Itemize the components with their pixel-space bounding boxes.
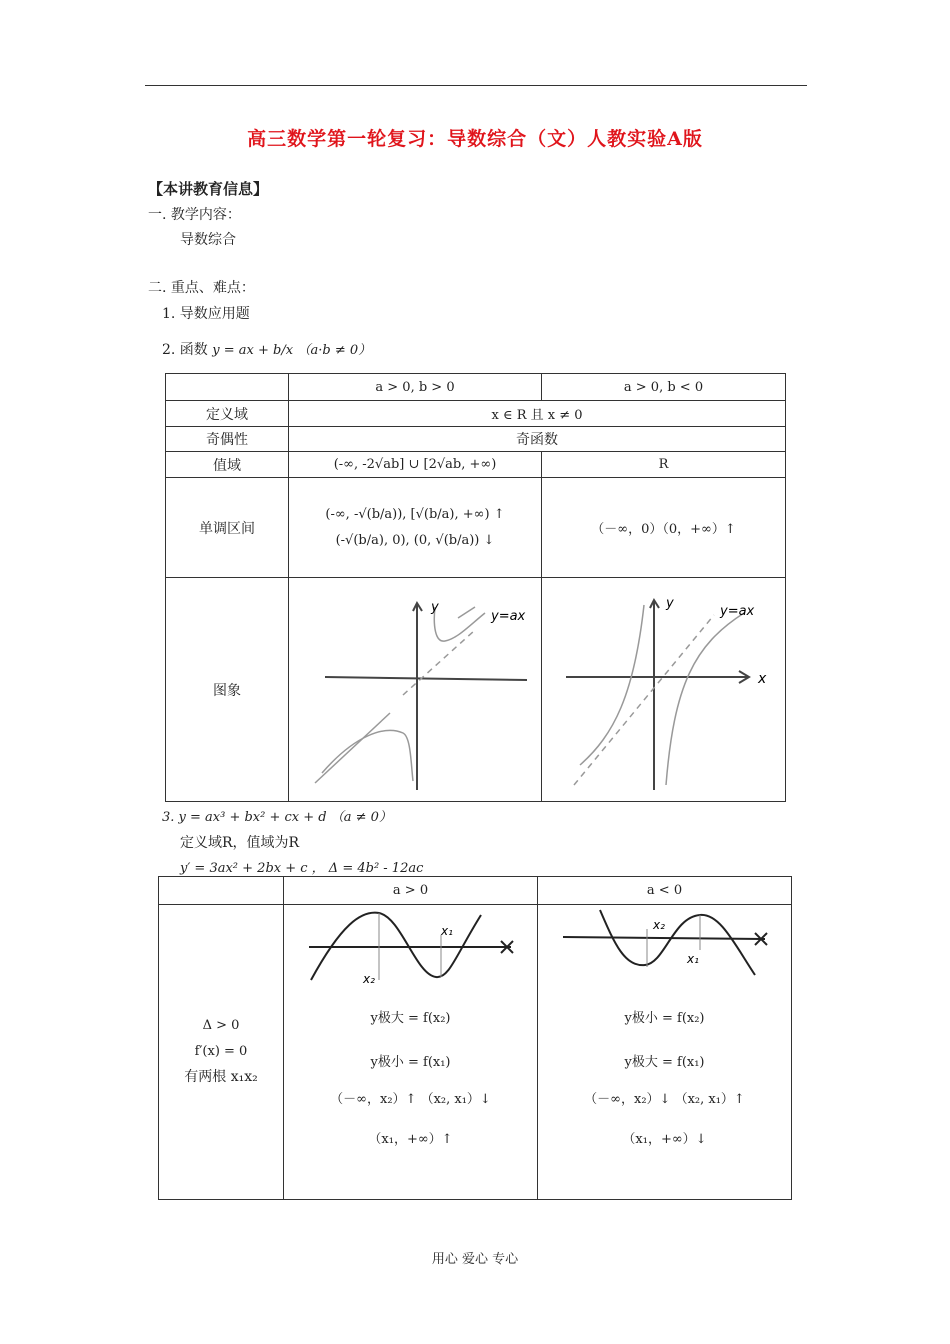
t1-domain: x ∈ R 且 x ≠ 0: [289, 401, 786, 427]
col2-line: y极小 = f(x₂): [624, 1011, 705, 1026]
t2-col1-lines: [284, 1011, 537, 1147]
footer: 用心 爱心 专心: [431, 1252, 519, 1267]
cubic1-x2-label: x₂: [362, 972, 375, 985]
graph-positive-b: [295, 585, 535, 795]
col2-line: （x₁，+∞）↓: [622, 1131, 707, 1147]
t2-col1: [284, 905, 538, 1200]
part1-content: 导数综合: [180, 232, 236, 248]
t1-range-col2: R: [542, 452, 786, 478]
t2-col2: [538, 905, 792, 1200]
t2-header-blank: [159, 877, 284, 905]
item3-line3: y′ = 3ax² + 2bx + c ， Δ = 4b² - 12ac: [180, 861, 424, 876]
graph1-asymptote-label: y=ax: [491, 608, 526, 624]
cubic-table: [158, 876, 792, 1200]
col1-line: （－∞，x₂）↑ （x₂, x₁）↓: [330, 1092, 491, 1108]
graph-negative-b: [544, 585, 784, 795]
col1-line: y极小 = f(x₁): [370, 1054, 451, 1070]
t1-parity: 奇函数: [289, 427, 786, 452]
t1-graph-col2: [542, 578, 786, 802]
cubic1-x1-label: x₁: [440, 924, 453, 938]
t1-header-col1: a > 0, b > 0: [289, 374, 542, 401]
t1-header-blank: [166, 374, 289, 401]
header-rule: [145, 85, 807, 86]
item3-line2: 定义域R，值域为R: [180, 835, 300, 851]
t1-monotonic-col1: [289, 478, 542, 578]
function-table: [165, 373, 786, 802]
graph2-x-axis-label: x: [757, 670, 766, 687]
page-title: 高三数学第一轮复习：导数综合（文）人教实验A版: [247, 128, 703, 150]
item2: [162, 339, 371, 359]
cubic2-x2-label: x₂: [652, 918, 665, 932]
t1-row-label: 值域: [166, 452, 289, 478]
col2-line: （－∞，x₂）↓ （x₂, x₁）↑: [584, 1092, 745, 1108]
t2-conditions: [159, 905, 284, 1200]
t1-row-label: 奇偶性: [166, 427, 289, 452]
derivative-condition: f′(x) = 0: [194, 1043, 248, 1059]
t1-range-col1: (-∞, -2√ab] ∪ [2√ab, +∞): [289, 452, 542, 478]
t2-header-col2: a < 0: [538, 877, 792, 905]
part1-label: 一. 教学内容：: [148, 207, 241, 223]
graph1-y-axis-label: y: [431, 599, 439, 615]
item2-formula: y = ax + b/x: [212, 343, 294, 358]
cubic2-x1-label: x₁: [686, 952, 699, 966]
t1-graph-col1: [289, 578, 542, 802]
t1-row-label: 图象: [166, 578, 289, 802]
item3-formula: 3. y = ax³ + bx² + cx + d （a ≠ 0）: [162, 810, 392, 825]
t1-monotonic-col2: （－∞，0）（0，+∞）↑: [542, 478, 786, 578]
two-roots-condition: 有两根 x₁x₂: [184, 1069, 258, 1086]
t2-col2-lines: [538, 1011, 791, 1147]
item2-prefix: 2. 函数: [162, 342, 208, 358]
cubic-graph-a-positive: [301, 905, 521, 985]
item2-condition: （a·b ≠ 0）: [297, 343, 372, 358]
part2-label: 二. 重点、难点：: [148, 280, 255, 296]
col1-line: y极大 = f(x₂): [370, 1011, 451, 1026]
monotonic-increasing: (-∞, -√(b/a)), [√(b/a), +∞) ↑: [325, 506, 505, 522]
col1-line: （x₁，+∞）↑: [368, 1131, 453, 1147]
t1-row-label: 定义域: [166, 401, 289, 427]
graph2-asymptote-label: y=ax: [719, 603, 754, 619]
section-header: 【本讲教育信息】: [148, 180, 269, 198]
t1-row-label: 单调区间: [166, 478, 289, 578]
monotonic-decreasing: (-√(b/a), 0), (0, √(b/a)) ↓: [335, 532, 495, 548]
t2-header-col1: a > 0: [284, 877, 538, 905]
t1-header-col2: a > 0, b < 0: [542, 374, 786, 401]
col2-line: y极大 = f(x₁): [624, 1054, 705, 1070]
cubic-graph-a-negative: [555, 905, 775, 985]
graph2-y-axis-label: y: [665, 595, 674, 611]
item1: 1. 导数应用题: [162, 306, 250, 322]
delta-condition: Δ > 0: [202, 1018, 240, 1033]
